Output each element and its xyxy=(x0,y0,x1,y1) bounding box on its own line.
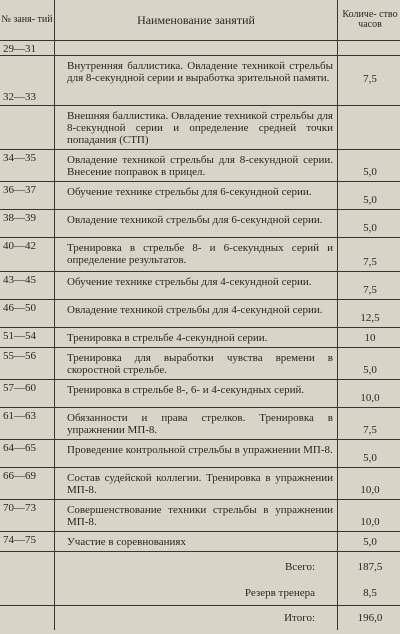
row-hours xyxy=(338,41,400,56)
row-number: 46—50 xyxy=(0,300,55,328)
row-number: 74—75 xyxy=(0,532,55,552)
row-topic: Обязанности и права стрелков. Тренировка в упражнении МП-8. xyxy=(55,408,338,440)
table-row xyxy=(0,348,400,380)
row-number: 34—35 xyxy=(0,150,55,182)
row-hours: 5,0 xyxy=(338,210,400,238)
row-topic: Совершенствование техники стрельбы в упражнении МП-8. xyxy=(55,500,338,532)
row-hours: 7,5 xyxy=(338,238,400,272)
table-row xyxy=(0,468,400,500)
row-topic xyxy=(55,41,338,56)
table-row xyxy=(0,328,400,348)
row-topic: Проведение контрольной стрельбы в упражнении МП-8. xyxy=(55,440,338,468)
row-topic: Овладение техникой стрельбы для 4-секундной серии. xyxy=(55,300,338,328)
table-row xyxy=(0,440,400,468)
row-number: 70—73 xyxy=(0,500,55,532)
row-hours: 10,0 xyxy=(338,468,400,500)
grand-total-value: 196,0 xyxy=(338,606,400,630)
row-topic: Внутренняя баллистика. Овладение техникой стрельбы для 8-секундной серии и выработка зрительной памяти. xyxy=(55,56,338,106)
table-row xyxy=(0,272,400,300)
row-hours xyxy=(338,106,400,150)
table-row xyxy=(0,182,400,210)
row-topic: Обучение технике стрельбы для 6-секундной серии. xyxy=(55,182,338,210)
table-row xyxy=(0,408,400,440)
summary-row-grand xyxy=(0,606,400,630)
row-hours: 7,5 xyxy=(338,272,400,300)
row-topic: Тренировка в стрельбе 4-секундной серии. xyxy=(55,328,338,348)
row-number: 36—37 xyxy=(0,182,55,210)
header-hours: Количе- ство часов xyxy=(338,0,400,41)
row-hours: 10,0 xyxy=(338,500,400,532)
row-number: 55—56 xyxy=(0,348,55,380)
row-topic: Участие в соревнованиях xyxy=(55,532,338,552)
row-hours: 12,5 xyxy=(338,300,400,328)
table-row xyxy=(0,532,400,552)
row-hours: 5,0 xyxy=(338,532,400,552)
table-row xyxy=(0,238,400,272)
row-hours: 5,0 xyxy=(338,348,400,380)
table-row xyxy=(0,150,400,182)
row-number: 66—69 xyxy=(0,468,55,500)
row-hours: 5,0 xyxy=(338,182,400,210)
row-number: 32—33 xyxy=(0,56,55,106)
total-value: 187,5 xyxy=(338,552,400,582)
row-hours: 5,0 xyxy=(338,150,400,182)
header-number: № заня- тий xyxy=(0,0,55,41)
table-row xyxy=(0,106,400,150)
row-topic: Овладение техникой стрельбы для 6-секундной серии. xyxy=(55,210,338,238)
table-row xyxy=(0,380,400,408)
row-number: 40—42 xyxy=(0,238,55,272)
row-topic: Тренировка в стрельбе 8-, 6- и 4-секундных серий. xyxy=(55,380,338,408)
reserve-value: 8,5 xyxy=(338,582,400,606)
row-number: 38—39 xyxy=(0,210,55,238)
row-topic: Обучение технике стрельбы для 4-секундной серии. xyxy=(55,272,338,300)
row-number: 57—60 xyxy=(0,380,55,408)
row-number: 61—63 xyxy=(0,408,55,440)
row-hours: 10 xyxy=(338,328,400,348)
header-title: Наименование занятий xyxy=(55,0,338,41)
summary-row-total xyxy=(0,552,400,582)
row-number: 29—31 xyxy=(0,41,55,56)
row-topic: Тренировка в стрельбе 8- и 6-секундных серий и определение результатов. xyxy=(55,238,338,272)
row-topic: Внешняя баллистика. Овладение техникой стрельбы для 8-секундной серии и определение средней точки попадания (СТП) xyxy=(55,106,338,150)
table-row xyxy=(0,300,400,328)
row-hours: 10,0 xyxy=(338,380,400,408)
row-topic: Состав судейской коллегии. Тренировка в упражнении МП-8. xyxy=(55,468,338,500)
row-topic: Овладение техникой стрельбы для 8-секундной серии. Внесение поправок в прицел. xyxy=(55,150,338,182)
row-number: 51—54 xyxy=(0,328,55,348)
summary-row-reserve xyxy=(0,582,400,606)
table-row xyxy=(0,210,400,238)
row-topic: Тренировка для выработки чувства времени в скоростной стрельбе. xyxy=(55,348,338,380)
table-row xyxy=(0,56,400,106)
table-row xyxy=(0,41,400,56)
row-hours: 7,5 xyxy=(338,56,400,106)
row-number xyxy=(0,106,55,150)
row-hours: 7,5 xyxy=(338,408,400,440)
row-hours: 5,0 xyxy=(338,440,400,468)
table-row xyxy=(0,500,400,532)
total-label: Всего: xyxy=(55,552,338,582)
row-number: 64—65 xyxy=(0,440,55,468)
row-number: 43—45 xyxy=(0,272,55,300)
grand-total-label: Итого: xyxy=(55,606,338,630)
table-header xyxy=(0,0,400,41)
reserve-label: Резерв тренера xyxy=(55,582,338,606)
